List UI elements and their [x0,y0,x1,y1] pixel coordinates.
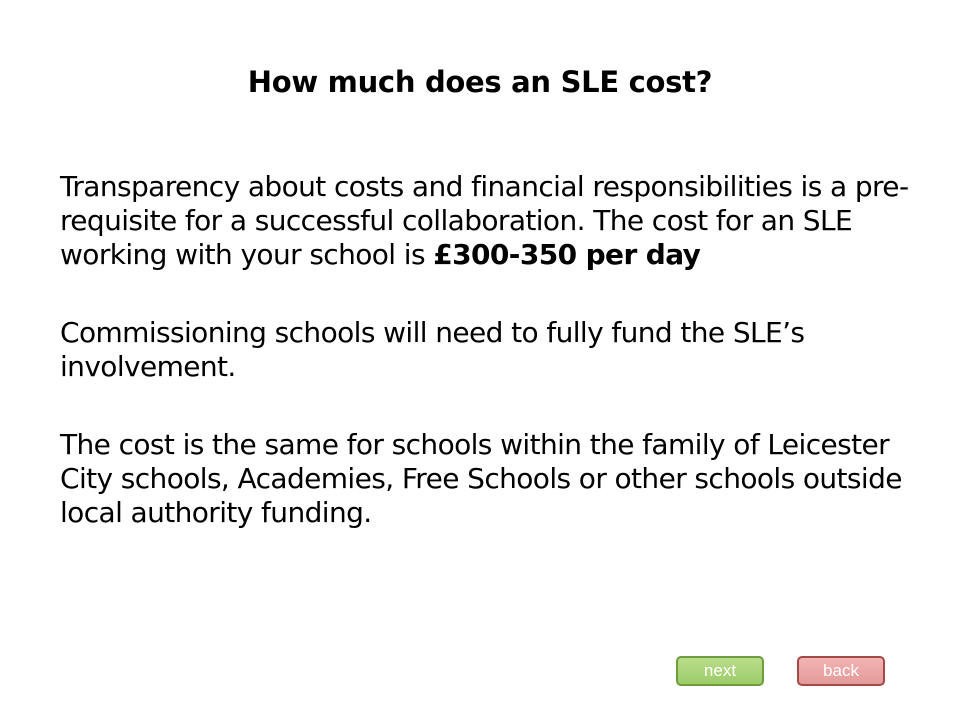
equal-cost-paragraph: The cost is the same for schools within the family of Leicester City schools, Academies, Free Schools or other schools outside local authority funding. [60,428,902,529]
cost-paragraph-text: Transparency about costs and financial responsibilities is a pre-requisite for a successful collaboration. The cost for an SLE working with your school is [60,170,909,271]
slide-body [60,170,920,574]
back-button[interactable]: back [797,656,885,686]
cost-amount: £300-350 per day [433,238,701,271]
slide-title: How much does an SLE cost? [247,65,713,99]
next-button[interactable]: next [676,656,764,686]
cost-paragraph [60,170,920,272]
funding-paragraph: Commissioning schools will need to fully fund the SLE’s involvement. [60,316,805,383]
